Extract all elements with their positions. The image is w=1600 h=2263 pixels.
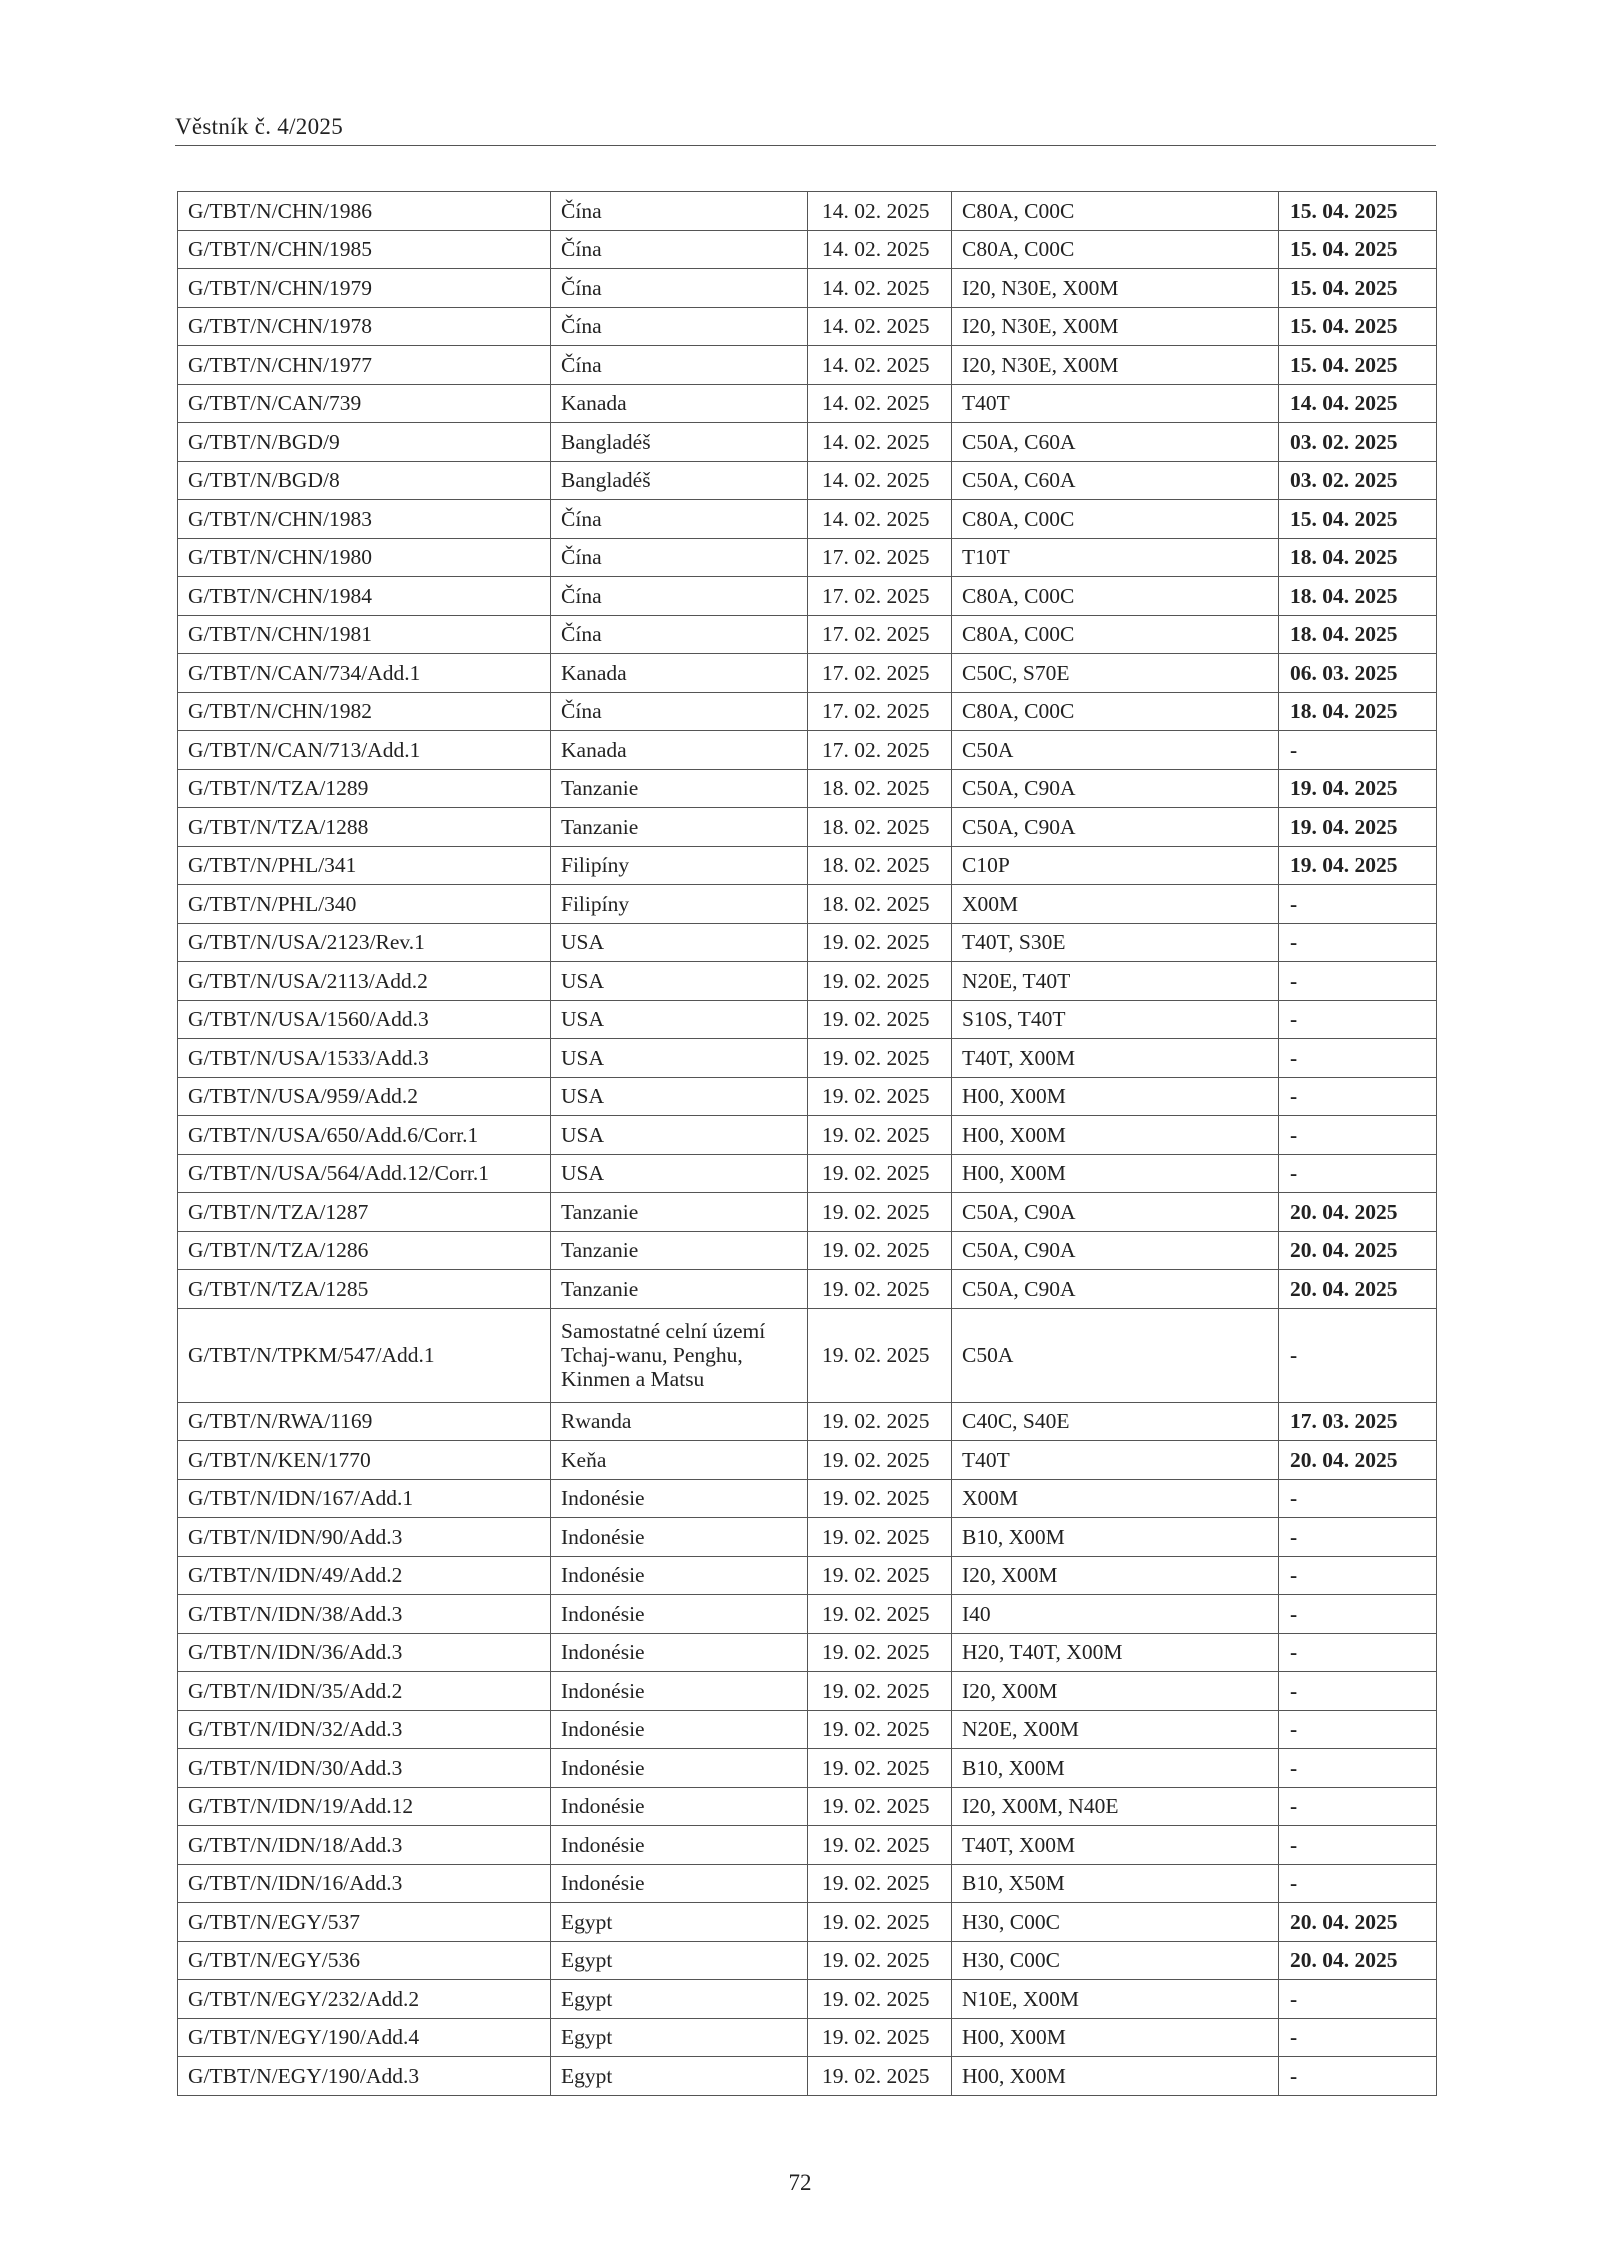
notifications-table-body	[178, 192, 1437, 2096]
notification-date-cell: 17. 02. 2025	[808, 538, 952, 577]
notification-symbol: G/TBT/N/USA/2123/Rev.1	[178, 923, 551, 962]
ics-codes-cell: I20, X00M	[952, 1556, 1279, 1595]
ics-codes-cell: H20, T40T, X00M	[952, 1633, 1279, 1672]
notification-date-cell: 17. 02. 2025	[808, 692, 952, 731]
notification-date-cell: 19. 02. 2025	[808, 1154, 952, 1193]
notification-date-cell: 17. 02. 2025	[808, 731, 952, 770]
comment-deadline-cell: 18. 04. 2025	[1279, 692, 1437, 731]
notification-symbol: G/TBT/N/EGY/190/Add.4	[178, 2018, 551, 2057]
notification-symbol: G/TBT/N/CHN/1985	[178, 230, 551, 269]
table-row	[178, 962, 1437, 1001]
ics-codes-cell: I20, N30E, X00M	[952, 269, 1279, 308]
ics-codes-cell: C50A, C90A	[952, 808, 1279, 847]
comment-deadline-cell: -	[1279, 1980, 1437, 2019]
notification-date-cell: 17. 02. 2025	[808, 577, 952, 616]
notification-date-cell: 19. 02. 2025	[808, 1633, 952, 1672]
table-row	[178, 692, 1437, 731]
country-cell: Čína	[551, 692, 808, 731]
table-row	[178, 1864, 1437, 1903]
table-row	[178, 1826, 1437, 1865]
notification-date-cell: 14. 02. 2025	[808, 500, 952, 539]
notifications-table	[177, 191, 1437, 2096]
country-cell: USA	[551, 1077, 808, 1116]
notification-symbol: G/TBT/N/EGY/536	[178, 1941, 551, 1980]
ics-codes-cell: C50A, C90A	[952, 1193, 1279, 1232]
notification-date-cell: 19. 02. 2025	[808, 1518, 952, 1557]
comment-deadline-cell: 06. 03. 2025	[1279, 654, 1437, 693]
ics-codes-cell: H00, X00M	[952, 1077, 1279, 1116]
table-row	[178, 1154, 1437, 1193]
country-cell: Čína	[551, 577, 808, 616]
ics-codes-cell: C50A, C90A	[952, 769, 1279, 808]
comment-deadline-cell: -	[1279, 1864, 1437, 1903]
table-row	[178, 654, 1437, 693]
table-row	[178, 2057, 1437, 2096]
country-cell: Indonésie	[551, 1672, 808, 1711]
table-row	[178, 1270, 1437, 1309]
table-row	[178, 1441, 1437, 1480]
comment-deadline-cell: 20. 04. 2025	[1279, 1441, 1437, 1480]
comment-deadline-cell: -	[1279, 1826, 1437, 1865]
table-row	[178, 1749, 1437, 1788]
notification-date-cell: 19. 02. 2025	[808, 1479, 952, 1518]
notification-date-cell: 14. 02. 2025	[808, 230, 952, 269]
notification-date-cell: 19. 02. 2025	[808, 1864, 952, 1903]
notification-symbol: G/TBT/N/CHN/1986	[178, 192, 551, 231]
country-cell: Čína	[551, 192, 808, 231]
comment-deadline-cell: 20. 04. 2025	[1279, 1231, 1437, 1270]
country-cell: Samostatné celní území Tchaj-wanu, Penghu, Kinmen a Matsu	[551, 1308, 808, 1402]
notification-date-cell: 19. 02. 2025	[808, 1556, 952, 1595]
notification-symbol: G/TBT/N/USA/1560/Add.3	[178, 1000, 551, 1039]
comment-deadline-cell: 15. 04. 2025	[1279, 346, 1437, 385]
notification-symbol: G/TBT/N/IDN/16/Add.3	[178, 1864, 551, 1903]
table-row	[178, 1077, 1437, 1116]
notification-symbol: G/TBT/N/USA/959/Add.2	[178, 1077, 551, 1116]
ics-codes-cell: T40T	[952, 384, 1279, 423]
notification-symbol: G/TBT/N/TZA/1288	[178, 808, 551, 847]
notification-symbol: G/TBT/N/PHL/340	[178, 885, 551, 924]
notification-date-cell: 19. 02. 2025	[808, 2018, 952, 2057]
country-cell: Čína	[551, 500, 808, 539]
comment-deadline-cell: 15. 04. 2025	[1279, 192, 1437, 231]
table-row	[178, 192, 1437, 231]
ics-codes-cell: C50A, C60A	[952, 461, 1279, 500]
table-row	[178, 307, 1437, 346]
ics-codes-cell: X00M	[952, 885, 1279, 924]
country-cell: Keňa	[551, 1441, 808, 1480]
ics-codes-cell: C80A, C00C	[952, 192, 1279, 231]
country-cell: Čína	[551, 538, 808, 577]
table-row	[178, 1000, 1437, 1039]
notification-date-cell: 14. 02. 2025	[808, 423, 952, 462]
ics-codes-cell: C40C, S40E	[952, 1402, 1279, 1441]
notification-date-cell: 19. 02. 2025	[808, 1116, 952, 1155]
notification-symbol: G/TBT/N/EGY/232/Add.2	[178, 1980, 551, 2019]
country-cell: Kanada	[551, 731, 808, 770]
notification-date-cell: 18. 02. 2025	[808, 885, 952, 924]
comment-deadline-cell: 15. 04. 2025	[1279, 307, 1437, 346]
comment-deadline-cell: 03. 02. 2025	[1279, 461, 1437, 500]
comment-deadline-cell: -	[1279, 1116, 1437, 1155]
comment-deadline-cell: 19. 04. 2025	[1279, 846, 1437, 885]
ics-codes-cell: I20, N30E, X00M	[952, 346, 1279, 385]
ics-codes-cell: T40T, S30E	[952, 923, 1279, 962]
country-cell: Egypt	[551, 2018, 808, 2057]
notification-date-cell: 19. 02. 2025	[808, 1441, 952, 1480]
table-row	[178, 2018, 1437, 2057]
page-number: 72	[788, 2170, 812, 2195]
country-cell: Indonésie	[551, 1479, 808, 1518]
comment-deadline-cell: -	[1279, 1672, 1437, 1711]
comment-deadline-cell: -	[1279, 1556, 1437, 1595]
comment-deadline-cell: 03. 02. 2025	[1279, 423, 1437, 462]
comment-deadline-cell: -	[1279, 1595, 1437, 1634]
ics-codes-cell: S10S, T40T	[952, 1000, 1279, 1039]
notification-symbol: G/TBT/N/IDN/35/Add.2	[178, 1672, 551, 1711]
table-row	[178, 500, 1437, 539]
notification-date-cell: 19. 02. 2025	[808, 1270, 952, 1309]
table-row	[178, 1633, 1437, 1672]
country-cell: Čína	[551, 615, 808, 654]
comment-deadline-cell: 15. 04. 2025	[1279, 500, 1437, 539]
notification-symbol: G/TBT/N/BGD/8	[178, 461, 551, 500]
ics-codes-cell: H00, X00M	[952, 2057, 1279, 2096]
table-row	[178, 384, 1437, 423]
country-cell: Tanzanie	[551, 769, 808, 808]
notification-date-cell: 19. 02. 2025	[808, 1980, 952, 2019]
comment-deadline-cell: -	[1279, 885, 1437, 924]
ics-codes-cell: N20E, X00M	[952, 1710, 1279, 1749]
country-cell: Čína	[551, 307, 808, 346]
notification-symbol: G/TBT/N/CAN/713/Add.1	[178, 731, 551, 770]
comment-deadline-cell: 20. 04. 2025	[1279, 1903, 1437, 1942]
table-row	[178, 1672, 1437, 1711]
notification-date-cell: 19. 02. 2025	[808, 1672, 952, 1711]
country-cell: Čína	[551, 230, 808, 269]
table-row	[178, 1193, 1437, 1232]
comment-deadline-cell: -	[1279, 923, 1437, 962]
table-row	[178, 1479, 1437, 1518]
notification-symbol: G/TBT/N/TZA/1286	[178, 1231, 551, 1270]
ics-codes-cell: H30, C00C	[952, 1903, 1279, 1942]
notification-symbol: G/TBT/N/IDN/90/Add.3	[178, 1518, 551, 1557]
notification-symbol: G/TBT/N/USA/564/Add.12/Corr.1	[178, 1154, 551, 1193]
notification-date-cell: 14. 02. 2025	[808, 269, 952, 308]
country-cell: Indonésie	[551, 1633, 808, 1672]
table-row	[178, 538, 1437, 577]
notification-symbol: G/TBT/N/IDN/38/Add.3	[178, 1595, 551, 1634]
comment-deadline-cell: -	[1279, 1039, 1437, 1078]
country-cell: Bangladéš	[551, 461, 808, 500]
header-divider	[175, 145, 1436, 146]
notification-symbol: G/TBT/N/IDN/18/Add.3	[178, 1826, 551, 1865]
ics-codes-cell: C10P	[952, 846, 1279, 885]
notification-date-cell: 19. 02. 2025	[808, 1749, 952, 1788]
country-cell: Indonésie	[551, 1826, 808, 1865]
notification-symbol: G/TBT/N/USA/1533/Add.3	[178, 1039, 551, 1078]
notification-date-cell: 17. 02. 2025	[808, 615, 952, 654]
notification-symbol: G/TBT/N/IDN/19/Add.12	[178, 1787, 551, 1826]
notification-symbol: G/TBT/N/CHN/1977	[178, 346, 551, 385]
comment-deadline-cell: 18. 04. 2025	[1279, 615, 1437, 654]
table-row	[178, 423, 1437, 462]
table-row	[178, 230, 1437, 269]
notification-symbol: G/TBT/N/CHN/1982	[178, 692, 551, 731]
country-cell: Indonésie	[551, 1595, 808, 1634]
country-cell: USA	[551, 923, 808, 962]
comment-deadline-cell: 15. 04. 2025	[1279, 269, 1437, 308]
comment-deadline-cell: -	[1279, 962, 1437, 1001]
table-row	[178, 846, 1437, 885]
table-row	[178, 769, 1437, 808]
ics-codes-cell: B10, X00M	[952, 1749, 1279, 1788]
country-cell: Tanzanie	[551, 1193, 808, 1232]
notification-date-cell: 19. 02. 2025	[808, 1039, 952, 1078]
ics-codes-cell: T40T, X00M	[952, 1039, 1279, 1078]
comment-deadline-cell: 19. 04. 2025	[1279, 769, 1437, 808]
notification-symbol: G/TBT/N/IDN/30/Add.3	[178, 1749, 551, 1788]
ics-codes-cell: C50A, C90A	[952, 1231, 1279, 1270]
notification-date-cell: 19. 02. 2025	[808, 962, 952, 1001]
ics-codes-cell: C50A	[952, 1308, 1279, 1402]
ics-codes-cell: C50A, C60A	[952, 423, 1279, 462]
notification-date-cell: 17. 02. 2025	[808, 654, 952, 693]
comment-deadline-cell: -	[1279, 2057, 1437, 2096]
table-row	[178, 1116, 1437, 1155]
comment-deadline-cell: 17. 03. 2025	[1279, 1402, 1437, 1441]
ics-codes-cell: C80A, C00C	[952, 500, 1279, 539]
table-row	[178, 885, 1437, 924]
notification-date-cell: 14. 02. 2025	[808, 461, 952, 500]
ics-codes-cell: C80A, C00C	[952, 577, 1279, 616]
notification-date-cell: 19. 02. 2025	[808, 1903, 952, 1942]
notification-symbol: G/TBT/N/CAN/739	[178, 384, 551, 423]
notification-symbol: G/TBT/N/CHN/1979	[178, 269, 551, 308]
notification-date-cell: 14. 02. 2025	[808, 307, 952, 346]
country-cell: Tanzanie	[551, 808, 808, 847]
page-header-title: Věstník č. 4/2025	[175, 114, 343, 139]
ics-codes-cell: T10T	[952, 538, 1279, 577]
country-cell: Indonésie	[551, 1787, 808, 1826]
comment-deadline-cell: 15. 04. 2025	[1279, 230, 1437, 269]
ics-codes-cell: I20, N30E, X00M	[952, 307, 1279, 346]
ics-codes-cell: C80A, C00C	[952, 615, 1279, 654]
ics-codes-cell: B10, X50M	[952, 1864, 1279, 1903]
ics-codes-cell: T40T, X00M	[952, 1826, 1279, 1865]
ics-codes-cell: C50C, S70E	[952, 654, 1279, 693]
notification-symbol: G/TBT/N/CHN/1983	[178, 500, 551, 539]
comment-deadline-cell: -	[1279, 731, 1437, 770]
notification-date-cell: 19. 02. 2025	[808, 1941, 952, 1980]
country-cell: Rwanda	[551, 1402, 808, 1441]
comment-deadline-cell: -	[1279, 1000, 1437, 1039]
ics-codes-cell: N10E, X00M	[952, 1980, 1279, 2019]
table-row	[178, 577, 1437, 616]
notification-symbol: G/TBT/N/USA/650/Add.6/Corr.1	[178, 1116, 551, 1155]
table-row	[178, 1556, 1437, 1595]
table-row	[178, 615, 1437, 654]
notification-symbol: G/TBT/N/IDN/167/Add.1	[178, 1479, 551, 1518]
table-row	[178, 1787, 1437, 1826]
notification-date-cell: 18. 02. 2025	[808, 769, 952, 808]
table-row	[178, 1903, 1437, 1942]
country-cell: USA	[551, 1000, 808, 1039]
table-row	[178, 1710, 1437, 1749]
notification-date-cell: 14. 02. 2025	[808, 346, 952, 385]
country-cell: Indonésie	[551, 1749, 808, 1788]
notification-symbol: G/TBT/N/BGD/9	[178, 423, 551, 462]
comment-deadline-cell: 18. 04. 2025	[1279, 577, 1437, 616]
country-cell: Bangladéš	[551, 423, 808, 462]
ics-codes-cell: C50A	[952, 731, 1279, 770]
comment-deadline-cell: 19. 04. 2025	[1279, 808, 1437, 847]
ics-codes-cell: C50A, C90A	[952, 1270, 1279, 1309]
country-cell: Egypt	[551, 1941, 808, 1980]
notification-symbol: G/TBT/N/EGY/537	[178, 1903, 551, 1942]
ics-codes-cell: I20, X00M	[952, 1672, 1279, 1711]
notification-symbol: G/TBT/N/RWA/1169	[178, 1402, 551, 1441]
table-row	[178, 731, 1437, 770]
country-cell: USA	[551, 1154, 808, 1193]
notification-date-cell: 18. 02. 2025	[808, 808, 952, 847]
comment-deadline-cell: -	[1279, 1479, 1437, 1518]
ics-codes-cell: H00, X00M	[952, 2018, 1279, 2057]
notification-date-cell: 14. 02. 2025	[808, 384, 952, 423]
notification-symbol: G/TBT/N/TPKM/547/Add.1	[178, 1308, 551, 1402]
country-cell: Tanzanie	[551, 1231, 808, 1270]
notification-symbol: G/TBT/N/IDN/36/Add.3	[178, 1633, 551, 1672]
notification-symbol: G/TBT/N/TZA/1287	[178, 1193, 551, 1232]
country-cell: Indonésie	[551, 1518, 808, 1557]
country-cell: Filipíny	[551, 885, 808, 924]
notification-symbol: G/TBT/N/CHN/1981	[178, 615, 551, 654]
country-cell: Egypt	[551, 1980, 808, 2019]
notification-date-cell: 18. 02. 2025	[808, 846, 952, 885]
notification-date-cell: 19. 02. 2025	[808, 1308, 952, 1402]
notification-date-cell: 19. 02. 2025	[808, 1826, 952, 1865]
comment-deadline-cell: -	[1279, 1710, 1437, 1749]
notification-date-cell: 19. 02. 2025	[808, 1077, 952, 1116]
country-cell: Čína	[551, 346, 808, 385]
notification-symbol: G/TBT/N/EGY/190/Add.3	[178, 2057, 551, 2096]
comment-deadline-cell: -	[1279, 1154, 1437, 1193]
notification-symbol: G/TBT/N/CHN/1980	[178, 538, 551, 577]
country-cell: Egypt	[551, 1903, 808, 1942]
country-cell: Kanada	[551, 384, 808, 423]
table-row	[178, 808, 1437, 847]
notification-symbol: G/TBT/N/PHL/341	[178, 846, 551, 885]
ics-codes-cell: N20E, T40T	[952, 962, 1279, 1001]
notification-symbol: G/TBT/N/CHN/1978	[178, 307, 551, 346]
ics-codes-cell: I40	[952, 1595, 1279, 1634]
comment-deadline-cell: 20. 04. 2025	[1279, 1270, 1437, 1309]
table-row	[178, 923, 1437, 962]
table-row	[178, 1231, 1437, 1270]
comment-deadline-cell: -	[1279, 1749, 1437, 1788]
ics-codes-cell: T40T	[952, 1441, 1279, 1480]
ics-codes-cell: C80A, C00C	[952, 230, 1279, 269]
ics-codes-cell: H00, X00M	[952, 1116, 1279, 1155]
notification-symbol: G/TBT/N/TZA/1289	[178, 769, 551, 808]
table-row	[178, 1402, 1437, 1441]
country-cell: Čína	[551, 269, 808, 308]
country-cell: Indonésie	[551, 1864, 808, 1903]
comment-deadline-cell: -	[1279, 1787, 1437, 1826]
notification-date-cell: 19. 02. 2025	[808, 1000, 952, 1039]
comment-deadline-cell: 20. 04. 2025	[1279, 1941, 1437, 1980]
notification-date-cell: 19. 02. 2025	[808, 1787, 952, 1826]
table-row	[178, 1980, 1437, 2019]
comment-deadline-cell: 20. 04. 2025	[1279, 1193, 1437, 1232]
country-cell: Filipíny	[551, 846, 808, 885]
notification-date-cell: 19. 02. 2025	[808, 1231, 952, 1270]
table-row	[178, 1595, 1437, 1634]
comment-deadline-cell: 18. 04. 2025	[1279, 538, 1437, 577]
ics-codes-cell: H30, C00C	[952, 1941, 1279, 1980]
country-cell: USA	[551, 1116, 808, 1155]
table-row	[178, 269, 1437, 308]
comment-deadline-cell: -	[1279, 1518, 1437, 1557]
country-cell: Kanada	[551, 654, 808, 693]
ics-codes-cell: C80A, C00C	[952, 692, 1279, 731]
notification-symbol: G/TBT/N/KEN/1770	[178, 1441, 551, 1480]
notification-date-cell: 19. 02. 2025	[808, 2057, 952, 2096]
notification-date-cell: 19. 02. 2025	[808, 923, 952, 962]
notification-symbol: G/TBT/N/CHN/1984	[178, 577, 551, 616]
ics-codes-cell: B10, X00M	[952, 1518, 1279, 1557]
notification-symbol: G/TBT/N/IDN/49/Add.2	[178, 1556, 551, 1595]
notification-date-cell: 14. 02. 2025	[808, 192, 952, 231]
comment-deadline-cell: -	[1279, 2018, 1437, 2057]
ics-codes-cell: X00M	[952, 1479, 1279, 1518]
notification-date-cell: 19. 02. 2025	[808, 1193, 952, 1232]
notification-date-cell: 19. 02. 2025	[808, 1595, 952, 1634]
country-cell: Indonésie	[551, 1710, 808, 1749]
table-row	[178, 1308, 1437, 1402]
notification-symbol: G/TBT/N/USA/2113/Add.2	[178, 962, 551, 1001]
country-cell: Tanzanie	[551, 1270, 808, 1309]
ics-codes-cell: H00, X00M	[952, 1154, 1279, 1193]
notification-symbol: G/TBT/N/CAN/734/Add.1	[178, 654, 551, 693]
table-row	[178, 1941, 1437, 1980]
comment-deadline-cell: -	[1279, 1633, 1437, 1672]
comment-deadline-cell: 14. 04. 2025	[1279, 384, 1437, 423]
notification-symbol: G/TBT/N/TZA/1285	[178, 1270, 551, 1309]
table-row	[178, 346, 1437, 385]
notification-date-cell: 19. 02. 2025	[808, 1710, 952, 1749]
country-cell: USA	[551, 962, 808, 1001]
table-row	[178, 1518, 1437, 1557]
notification-date-cell: 19. 02. 2025	[808, 1402, 952, 1441]
notification-symbol: G/TBT/N/IDN/32/Add.3	[178, 1710, 551, 1749]
table-row	[178, 461, 1437, 500]
country-cell: USA	[551, 1039, 808, 1078]
country-cell: Egypt	[551, 2057, 808, 2096]
table-row	[178, 1039, 1437, 1078]
comment-deadline-cell: -	[1279, 1308, 1437, 1402]
ics-codes-cell: I20, X00M, N40E	[952, 1787, 1279, 1826]
country-cell: Indonésie	[551, 1556, 808, 1595]
comment-deadline-cell: -	[1279, 1077, 1437, 1116]
